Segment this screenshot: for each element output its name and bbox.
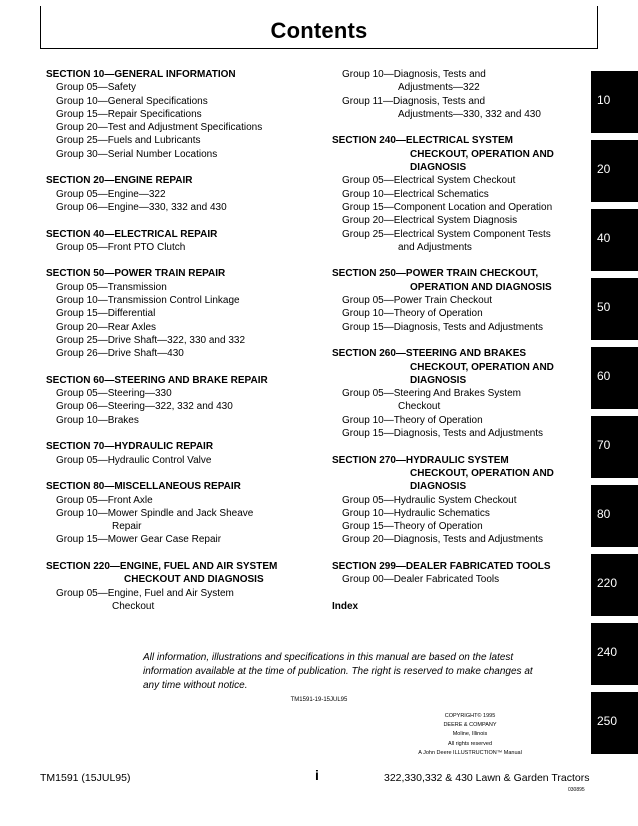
- title-continuation: Checkout: [112, 600, 155, 612]
- section-tab-20: 20: [591, 140, 638, 202]
- section-heading: [46, 440, 316, 453]
- spacer: [332, 254, 592, 267]
- spacer: [46, 254, 316, 267]
- contents-left-column: [46, 68, 316, 613]
- group-title: Group 05—Electrical System Checkout: [342, 175, 516, 187]
- title-continuation: DIAGNOSIS: [410, 162, 467, 174]
- group-entry: [332, 294, 592, 307]
- copyright-block: [380, 712, 560, 758]
- section-heading: [332, 600, 592, 613]
- page-title: Contents: [270, 18, 368, 43]
- group-entry: [46, 81, 316, 94]
- group-title: Group 05—Engine—322: [56, 188, 166, 200]
- group-title: Group 10—Mower Spindle and Jack Sheave: [56, 507, 254, 519]
- footer-date-code: 030895: [568, 787, 585, 793]
- title-continuation: CHECKOUT, OPERATION AND: [410, 467, 554, 479]
- group-title: Group 05—Hydraulic Control Valve: [56, 454, 212, 466]
- title-continuation: Adjustments—322: [398, 82, 480, 94]
- group-title: Group 15—Mower Gear Case Repair: [56, 534, 222, 546]
- title-continuation: and Adjustments: [398, 241, 472, 253]
- footer-manual-id: TM1591 (15JUL95): [40, 772, 131, 784]
- group-entry: [46, 494, 316, 507]
- section-title: SECTION 240—ELECTRICAL SYSTEM: [332, 135, 513, 147]
- group-title: Group 20—Electrical System Diagnosis: [342, 215, 518, 227]
- group-title: Group 20—Rear Axles: [56, 321, 157, 333]
- group-entry: [46, 201, 316, 214]
- group-title: Group 05—Hydraulic System Checkout: [342, 494, 517, 506]
- section-title: SECTION 260—STEERING AND BRAKES: [332, 348, 527, 360]
- group-entry: [46, 294, 316, 307]
- group-title: Group 25—Fuels and Lubricants: [56, 135, 201, 147]
- section-heading: [332, 560, 592, 573]
- group-title: Group 10—Hydraulic Schematics: [342, 507, 490, 519]
- group-title: Group 06—Steering—322, 332 and 430: [56, 401, 233, 413]
- group-entry: [46, 533, 316, 546]
- spacer: [46, 467, 316, 480]
- section-title: SECTION 10—GENERAL INFORMATION: [46, 69, 236, 80]
- group-title: Group 05—Engine, Fuel and Air System: [56, 587, 234, 599]
- group-entry: [332, 573, 592, 586]
- title-continuation: CHECKOUT AND DIAGNOSIS: [124, 574, 264, 586]
- title-continuation: Adjustments—330, 332 and 430: [398, 108, 541, 120]
- title-rule: [40, 48, 598, 49]
- section-title: SECTION 40—ELECTRICAL REPAIR: [46, 228, 218, 240]
- group-entry: [332, 228, 592, 255]
- group-title: Group 20—Test and Adjustment Specifications: [56, 122, 263, 134]
- group-entry: [46, 387, 316, 400]
- section-title: SECTION 299—DEALER FABRICATED TOOLS: [332, 560, 551, 572]
- group-entry: [332, 427, 592, 440]
- section-tab-250: 250: [591, 692, 638, 754]
- group-title: Group 10—Transmission Control Linkage: [56, 295, 240, 307]
- section-heading: [46, 174, 316, 187]
- group-entry: [332, 214, 592, 227]
- copyright-line: DEERE & COMPANY: [443, 722, 497, 729]
- group-entry: [46, 400, 316, 413]
- title-continuation: DIAGNOSIS: [410, 374, 467, 386]
- section-title: SECTION 220—ENGINE, FUEL AND AIR SYSTEM: [46, 560, 278, 572]
- group-title: Group 15—Diagnosis, Tests and Adjustments: [342, 321, 544, 333]
- title-continuation: Checkout: [398, 401, 441, 413]
- spacer: [332, 121, 592, 134]
- group-entry: [332, 520, 592, 533]
- group-entry: [332, 201, 592, 214]
- group-entry: [46, 507, 316, 534]
- section-heading: [332, 454, 592, 494]
- group-entry: [332, 533, 592, 546]
- group-entry: [332, 174, 592, 187]
- section-heading: [46, 374, 316, 387]
- group-entry: [46, 188, 316, 201]
- spacer: [46, 547, 316, 560]
- title-continuation: Repair: [112, 521, 142, 533]
- group-title: Group 10—Theory of Operation: [342, 308, 483, 320]
- group-entry: [46, 95, 316, 108]
- group-title: Group 10—General Specifications: [56, 95, 208, 107]
- section-title: SECTION 270—HYDRAULIC SYSTEM: [332, 454, 509, 466]
- spacer: [46, 361, 316, 374]
- section-title: SECTION 250—POWER TRAIN CHECKOUT,: [332, 268, 539, 280]
- contents-right-column: [332, 68, 592, 613]
- group-title: Group 15—Theory of Operation: [342, 521, 483, 533]
- group-entry: [332, 507, 592, 520]
- section-heading: [46, 68, 316, 81]
- section-tab-50: 50: [591, 278, 638, 340]
- group-entry: [332, 95, 592, 122]
- title-continuation: DIAGNOSIS: [410, 481, 467, 493]
- group-title: Group 11—Diagnosis, Tests and: [342, 95, 486, 107]
- spacer: [332, 547, 592, 560]
- group-title: Group 15—Repair Specifications: [56, 108, 202, 120]
- group-title: Group 10—Brakes: [56, 414, 139, 426]
- section-heading: [332, 347, 592, 387]
- title-continuation: CHECKOUT, OPERATION AND: [410, 361, 554, 373]
- section-title: SECTION 70—HYDRAULIC REPAIR: [46, 441, 214, 453]
- section-tab-40: 40: [591, 209, 638, 271]
- section-heading: [332, 267, 592, 294]
- spacer: [332, 440, 592, 453]
- group-entry: [332, 321, 592, 334]
- section-heading: [332, 134, 592, 174]
- group-entry: [332, 188, 592, 201]
- section-title: SECTION 80—MISCELLANEOUS REPAIR: [46, 481, 241, 493]
- group-title: Group 15—Differential: [56, 308, 156, 320]
- spacer: [332, 334, 592, 347]
- title-continuation: OPERATION AND DIAGNOSIS: [410, 281, 552, 293]
- section-tab-240: 240: [591, 623, 638, 685]
- group-title: Group 25—Electrical System Component Tests: [342, 228, 551, 240]
- copyright-line: A John Deere ILLUSTRUCTION™ Manual: [418, 749, 522, 756]
- group-title: Group 15—Diagnosis, Tests and Adjustments: [342, 428, 544, 440]
- section-title: SECTION 20—ENGINE REPAIR: [46, 175, 193, 187]
- tm-code: TM1591-19-15JUL95: [290, 697, 348, 703]
- copyright-line: COPYRIGHT© 1995: [444, 713, 496, 719]
- group-title: Group 05—Safety: [56, 82, 137, 94]
- footer-product-name: 322,330,332 & 430 Lawn & Garden Tractors: [384, 772, 590, 784]
- group-entry: [46, 108, 316, 121]
- spacer: [46, 427, 316, 440]
- section-title: SECTION 60—STEERING AND BRAKE REPAIR: [46, 374, 268, 386]
- group-title: Group 10—Electrical Schematics: [342, 188, 489, 200]
- section-heading: [46, 480, 316, 493]
- section-tab-80: 80: [591, 485, 638, 547]
- copyright-line: Moline, Illinois: [452, 731, 488, 738]
- group-title: Group 00—Dealer Fabricated Tools: [342, 574, 500, 586]
- group-entry: [46, 281, 316, 294]
- section-tab-10: 10: [591, 71, 638, 133]
- group-title: Group 30—Serial Number Locations: [56, 148, 218, 160]
- group-entry: [46, 134, 316, 147]
- group-title: Group 15—Component Location and Operation: [342, 201, 553, 213]
- group-entry: [46, 148, 316, 161]
- group-title: Group 06—Engine—330, 332 and 430: [56, 201, 227, 213]
- group-entry: [332, 387, 592, 414]
- section-tab-70: 70: [591, 416, 638, 478]
- group-entry: [332, 494, 592, 507]
- group-entry: [46, 121, 316, 134]
- group-title: Group 26—Drive Shaft—430: [56, 348, 184, 360]
- group-title: Group 20—Diagnosis, Tests and Adjustments: [342, 534, 544, 546]
- section-tab-60: 60: [591, 347, 638, 409]
- group-entry: [332, 68, 592, 95]
- group-entry: [332, 414, 592, 427]
- copyright-line: All rights reserved: [447, 740, 493, 747]
- group-entry: [46, 454, 316, 467]
- group-title: Group 25—Drive Shaft—322, 330 and 332: [56, 334, 246, 346]
- group-title: Group 10—Theory of Operation: [342, 414, 483, 426]
- spacer: [46, 214, 316, 227]
- group-entry: [46, 334, 316, 347]
- spacer: [46, 161, 316, 174]
- section-heading: [46, 228, 316, 241]
- group-entry: [46, 414, 316, 427]
- group-title: Group 05—Front PTO Clutch: [56, 241, 186, 253]
- section-title: SECTION 50—POWER TRAIN REPAIR: [46, 268, 226, 280]
- group-title: Group 05—Steering And Brakes System: [342, 388, 521, 400]
- group-entry: [332, 307, 592, 320]
- section-heading: [46, 560, 316, 587]
- notice-text: All information, illustrations and specifications in this manual are based on the latest information available at the time of publication. The right is reserved to make changes at any time without notice.: [143, 652, 533, 691]
- section-heading: [46, 267, 316, 280]
- footer-page-number: i: [315, 767, 319, 783]
- group-entry: [46, 347, 316, 360]
- group-title: Group 05—Front Axle: [56, 494, 153, 506]
- spacer: [332, 587, 592, 600]
- group-title: Group 10—Diagnosis, Tests and: [342, 69, 486, 80]
- group-entry: [46, 307, 316, 320]
- group-title: Group 05—Steering—330: [56, 388, 172, 400]
- title-continuation: CHECKOUT, OPERATION AND: [410, 148, 554, 160]
- group-entry: [46, 321, 316, 334]
- section-tab-220: 220: [591, 554, 638, 616]
- group-entry: [46, 587, 316, 614]
- group-entry: [46, 241, 316, 254]
- group-title: Group 05—Transmission: [56, 281, 167, 293]
- section-title: Index: [332, 600, 359, 612]
- group-title: Group 05—Power Train Checkout: [342, 295, 493, 307]
